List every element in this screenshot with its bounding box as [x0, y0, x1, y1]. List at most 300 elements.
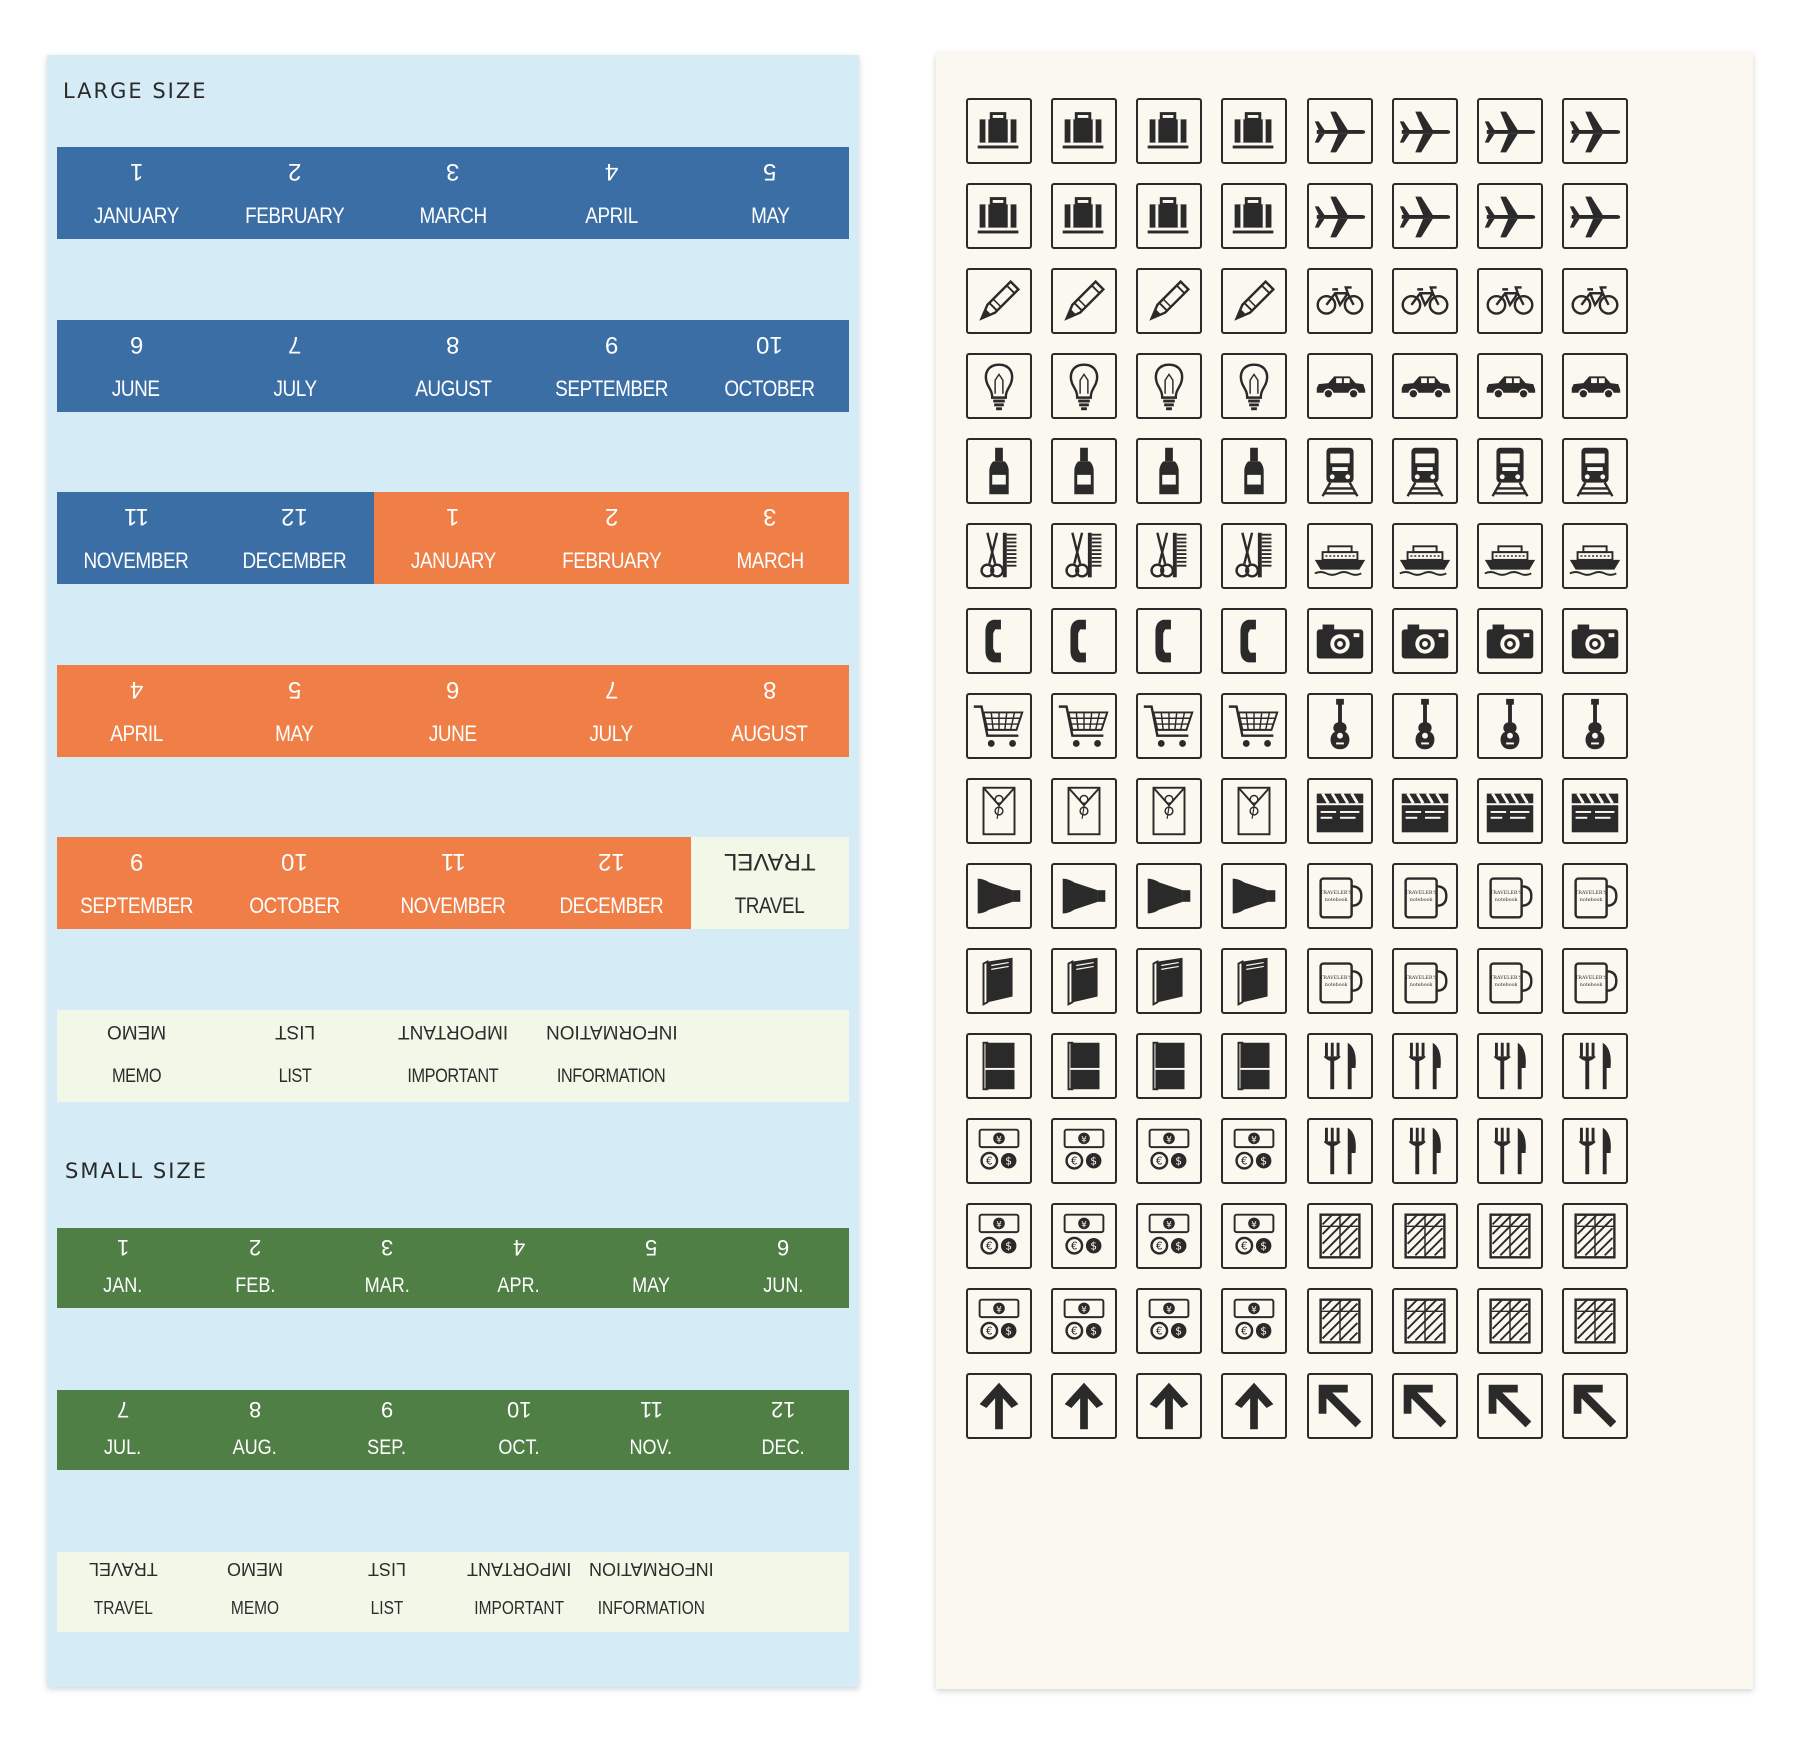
tab-label: SEPTEMBER	[79, 893, 193, 918]
small-tab	[189, 1390, 321, 1470]
svg-text:¥: ¥	[1251, 1220, 1257, 1231]
scissors-comb-icon	[966, 523, 1032, 589]
fork-knife-icon	[1477, 1118, 1543, 1184]
large-tab	[691, 837, 849, 929]
small-tab	[321, 1228, 453, 1308]
large-tab	[57, 1010, 215, 1102]
suitcase-icon	[1221, 98, 1287, 164]
arrow-up-icon	[1136, 1373, 1202, 1439]
small-tab	[717, 1552, 849, 1632]
tab-upside-down-label: 8	[248, 1397, 262, 1422]
tab-label: MAY	[750, 203, 789, 228]
currency-icon	[1221, 1288, 1287, 1354]
book-icon	[966, 948, 1032, 1014]
mug-icon	[1392, 948, 1458, 1014]
camera-icon	[1307, 608, 1373, 674]
small-tab	[585, 1228, 717, 1308]
mug-icon	[1307, 948, 1373, 1014]
large-tab	[374, 147, 532, 239]
svg-text:TRAVELER'S: TRAVELER'S	[1405, 976, 1438, 982]
large-tab	[374, 837, 532, 929]
tab-label: MARCH	[736, 548, 804, 573]
guitar-icon	[1562, 693, 1628, 759]
svg-text:$: $	[1175, 1239, 1183, 1253]
tab-label: FEBRUARY	[244, 203, 345, 228]
large-strip	[57, 837, 849, 929]
fork-knife-icon	[1477, 1033, 1543, 1099]
tab-upside-down-label: INFORMATION	[545, 1021, 678, 1042]
tab-label: MEMO	[230, 1598, 280, 1618]
train-icon	[1477, 438, 1543, 504]
svg-text:TRAVELER'S: TRAVELER'S	[1490, 891, 1523, 897]
gift-icon	[1477, 1203, 1543, 1269]
guitar-icon	[1477, 693, 1543, 759]
ship-icon	[1562, 523, 1628, 589]
large-tab	[374, 1010, 532, 1102]
book-icon	[1221, 948, 1287, 1014]
scissors-comb-icon	[1221, 523, 1287, 589]
tab-upside-down-label: TRAVEL	[88, 1559, 158, 1579]
svg-text:€: €	[1240, 1154, 1248, 1168]
mug-icon	[1307, 863, 1373, 929]
tab-upside-down-label: 6	[776, 1235, 790, 1260]
scissors-comb-icon	[1051, 523, 1117, 589]
tab-upside-down-label: 5	[644, 1235, 658, 1260]
train-icon	[1562, 438, 1628, 504]
gift-icon	[1307, 1288, 1373, 1354]
small-tab	[453, 1390, 585, 1470]
airplane-icon	[1307, 98, 1373, 164]
svg-text:¥: ¥	[1251, 1305, 1257, 1316]
lightbulb-icon	[1221, 353, 1287, 419]
tab-upside-down-label: 10	[281, 848, 308, 875]
tab-label: AUG.	[232, 1436, 278, 1459]
small-tab	[717, 1228, 849, 1308]
tab-upside-down-label: 7	[604, 676, 619, 703]
mug-icon	[1477, 948, 1543, 1014]
shopping-cart-icon	[1136, 693, 1202, 759]
large-strip	[57, 320, 849, 412]
currency-icon	[1221, 1203, 1287, 1269]
svg-text:€: €	[1070, 1324, 1078, 1338]
tab-upside-down-label: 7	[116, 1397, 130, 1422]
tab-upside-down-label: IMPORTANT	[466, 1559, 572, 1579]
large-tab	[532, 320, 690, 412]
svg-text:€: €	[1155, 1154, 1163, 1168]
currency-icon	[1136, 1203, 1202, 1269]
camera-icon	[1392, 608, 1458, 674]
tab-label: DECEMBER	[242, 548, 347, 573]
tab-label: IMPORTANT	[474, 1598, 564, 1618]
large-tab	[691, 665, 849, 757]
tab-upside-down-label: 9	[380, 1397, 394, 1422]
bicycle-icon	[1562, 268, 1628, 334]
svg-text:notebook: notebook	[1409, 897, 1433, 903]
tab-upside-down-label: 9	[604, 331, 619, 358]
currency-icon	[1136, 1288, 1202, 1354]
gift-icon	[1477, 1288, 1543, 1354]
large-tab	[57, 665, 215, 757]
large-strip	[57, 492, 849, 584]
airplane-icon	[1562, 183, 1628, 249]
svg-text:$: $	[1005, 1239, 1013, 1253]
svg-text:€: €	[985, 1239, 993, 1253]
tab-label: JANUARY	[410, 548, 496, 573]
large-tab	[374, 320, 532, 412]
small-tab	[189, 1552, 321, 1632]
bottle-icon	[1221, 438, 1287, 504]
tab-label: AUGUST	[731, 721, 808, 746]
suitcase-icon	[1136, 183, 1202, 249]
svg-text:$: $	[1175, 1324, 1183, 1338]
large-tab	[532, 147, 690, 239]
tab-upside-down-label: 4	[604, 158, 619, 185]
tab-label: JAN.	[103, 1274, 143, 1297]
telephone-icon	[1051, 608, 1117, 674]
tab-upside-down-label: 11	[639, 1397, 663, 1422]
tab-label: MARCH	[419, 203, 487, 228]
svg-text:TRAVELER'S: TRAVELER'S	[1405, 891, 1438, 897]
guitar-icon	[1392, 693, 1458, 759]
airplane-icon	[1307, 183, 1373, 249]
tab-upside-down-label: 12	[770, 1397, 796, 1422]
tab-upside-down-label: 4	[129, 676, 143, 703]
large-strip	[57, 665, 849, 757]
svg-text:¥: ¥	[996, 1220, 1002, 1231]
car-icon	[1477, 353, 1543, 419]
tab-upside-down-label: 5	[287, 676, 302, 703]
small-strip	[57, 1228, 849, 1308]
telephone-icon	[966, 608, 1032, 674]
tab-label: NOV.	[629, 1436, 673, 1459]
large-tab	[691, 1010, 849, 1102]
currency-icon	[966, 1118, 1032, 1184]
small-tab	[57, 1552, 189, 1632]
tab-label: JANUARY	[93, 203, 179, 228]
bottle-icon	[966, 438, 1032, 504]
svg-text:$: $	[1005, 1324, 1013, 1338]
svg-text:¥: ¥	[1166, 1220, 1172, 1231]
svg-text:TRAVELER'S: TRAVELER'S	[1320, 891, 1353, 897]
large-tab	[374, 665, 532, 757]
mug-icon	[1477, 863, 1543, 929]
tab-label: OCT.	[498, 1436, 540, 1459]
svg-text:$: $	[1090, 1324, 1098, 1338]
arrow-up-left-icon	[1392, 1373, 1458, 1439]
tab-label: MAR.	[364, 1274, 410, 1297]
tab-upside-down-label: 6	[129, 331, 143, 358]
tab-label: MEMO	[111, 1066, 161, 1087]
fork-knife-icon	[1562, 1033, 1628, 1099]
large-strip	[57, 147, 849, 239]
tab-upside-down-label: MEMO	[227, 1559, 283, 1579]
svg-text:$: $	[1090, 1239, 1098, 1253]
tab-label: SEPTEMBER	[554, 376, 668, 401]
small-strip	[57, 1390, 849, 1470]
tab-upside-down-label: 1	[129, 158, 143, 185]
ship-icon	[1307, 523, 1373, 589]
tab-upside-down-label: 3	[380, 1235, 394, 1260]
large-tab	[215, 492, 373, 584]
tab-label: JUL.	[104, 1436, 142, 1459]
clapperboard-icon	[1562, 778, 1628, 844]
svg-text:¥: ¥	[1166, 1135, 1172, 1146]
tab-upside-down-label: 9	[129, 848, 143, 875]
tab-upside-down-label: 12	[281, 503, 308, 530]
large-tab	[691, 147, 849, 239]
small-tab	[321, 1552, 453, 1632]
large-tab	[691, 320, 849, 412]
svg-text:notebook: notebook	[1494, 897, 1518, 903]
small-tab	[453, 1228, 585, 1308]
suitcase-icon	[966, 183, 1032, 249]
large-size-title: LARGE SIZE	[63, 79, 208, 103]
fork-knife-icon	[1562, 1118, 1628, 1184]
clapperboard-icon	[1477, 778, 1543, 844]
book-icon	[1136, 948, 1202, 1014]
tab-upside-down-label: 4	[512, 1235, 526, 1260]
ship-icon	[1477, 523, 1543, 589]
tab-label: APR.	[497, 1274, 541, 1297]
svg-text:€: €	[985, 1154, 993, 1168]
car-icon	[1562, 353, 1628, 419]
tab-label: TRAVEL	[735, 893, 805, 918]
gift-icon	[1307, 1203, 1373, 1269]
arrow-up-icon	[966, 1373, 1032, 1439]
svg-text:€: €	[1070, 1154, 1078, 1168]
svg-text:¥: ¥	[1251, 1135, 1257, 1146]
envelope-icon	[966, 778, 1032, 844]
camera-icon	[1562, 608, 1628, 674]
car-icon	[1392, 353, 1458, 419]
tab-upside-down-label: IMPORTANT	[397, 1021, 509, 1042]
tab-label: JUNE	[429, 721, 477, 746]
tab-label: NOVEMBER	[400, 893, 506, 918]
car-icon	[1307, 353, 1373, 419]
fork-knife-icon	[1392, 1118, 1458, 1184]
svg-text:notebook: notebook	[1494, 982, 1518, 988]
airplane-icon	[1477, 183, 1543, 249]
tab-upside-down-label: 11	[123, 503, 149, 530]
shopping-cart-icon	[1051, 693, 1117, 759]
bicycle-icon	[1392, 268, 1458, 334]
svg-text:notebook: notebook	[1324, 897, 1348, 903]
small-tab	[585, 1390, 717, 1470]
large-tab	[691, 492, 849, 584]
large-tab	[215, 665, 373, 757]
large-tab	[215, 147, 373, 239]
door-icon	[1136, 1033, 1202, 1099]
small-size-title: SMALL SIZE	[65, 1159, 209, 1183]
door-icon	[966, 1033, 1032, 1099]
large-strip	[57, 1010, 849, 1102]
currency-icon	[1136, 1118, 1202, 1184]
mug-icon	[1562, 863, 1628, 929]
train-icon	[1307, 438, 1373, 504]
currency-icon	[1051, 1118, 1117, 1184]
tab-label: FEBRUARY	[561, 548, 662, 573]
tab-label: IMPORTANT	[407, 1066, 499, 1087]
tab-label: SEP.	[367, 1436, 407, 1459]
arrow-up-icon	[1051, 1373, 1117, 1439]
gift-icon	[1562, 1288, 1628, 1354]
suitcase-icon	[1051, 183, 1117, 249]
currency-icon	[1051, 1288, 1117, 1354]
airplane-icon	[1477, 98, 1543, 164]
svg-text:$: $	[1260, 1239, 1268, 1253]
tab-upside-down-label: 1	[446, 503, 460, 530]
svg-text:$: $	[1175, 1154, 1183, 1168]
tab-upside-down-label: 3	[763, 503, 777, 530]
suitcase-icon	[1221, 183, 1287, 249]
large-tab	[57, 147, 215, 239]
svg-text:notebook: notebook	[1324, 982, 1348, 988]
tab-upside-down-label: 8	[446, 331, 460, 358]
bicycle-icon	[1477, 268, 1543, 334]
mug-icon	[1392, 863, 1458, 929]
small-tab	[585, 1552, 717, 1632]
svg-text:TRAVELER'S: TRAVELER'S	[1490, 976, 1523, 982]
bottle-icon	[1136, 438, 1202, 504]
small-strip	[57, 1552, 849, 1632]
fork-knife-icon	[1307, 1033, 1373, 1099]
svg-text:notebook: notebook	[1579, 982, 1603, 988]
gift-icon	[1392, 1288, 1458, 1354]
large-tab	[532, 837, 690, 929]
tab-label: APRIL	[585, 203, 638, 228]
svg-text:€: €	[1155, 1239, 1163, 1253]
small-tab	[189, 1228, 321, 1308]
currency-icon	[1051, 1203, 1117, 1269]
small-tab	[321, 1390, 453, 1470]
large-tab	[57, 837, 215, 929]
tab-upside-down-label: 2	[604, 503, 619, 530]
svg-text:¥: ¥	[1081, 1135, 1087, 1146]
svg-text:¥: ¥	[1166, 1305, 1172, 1316]
svg-text:TRAVELER'S: TRAVELER'S	[1575, 891, 1608, 897]
fork-knife-icon	[1392, 1033, 1458, 1099]
airplane-icon	[1392, 183, 1458, 249]
suitcase-icon	[1051, 98, 1117, 164]
tab-upside-down-label: 7	[287, 331, 302, 358]
tab-upside-down-label: INFORMATION	[588, 1559, 714, 1579]
clapperboard-icon	[1392, 778, 1458, 844]
shopping-cart-icon	[966, 693, 1032, 759]
bicycle-icon	[1307, 268, 1373, 334]
arrow-up-left-icon	[1562, 1373, 1628, 1439]
arrow-up-icon	[1221, 1373, 1287, 1439]
tab-label: LIST	[370, 1598, 404, 1618]
tab-sticker-sheet	[47, 55, 859, 1687]
pencil-icon	[1051, 268, 1117, 334]
megaphone-icon	[966, 863, 1032, 929]
tab-upside-down-label: 12	[598, 848, 625, 875]
airplane-icon	[1562, 98, 1628, 164]
shopping-cart-icon	[1221, 693, 1287, 759]
suitcase-icon	[966, 98, 1032, 164]
ship-icon	[1392, 523, 1458, 589]
large-tab	[57, 492, 215, 584]
camera-icon	[1477, 608, 1543, 674]
megaphone-icon	[1221, 863, 1287, 929]
bottle-icon	[1051, 438, 1117, 504]
tab-label: AUGUST	[414, 376, 492, 401]
svg-text:€: €	[1240, 1324, 1248, 1338]
fork-knife-icon	[1307, 1118, 1373, 1184]
tab-upside-down-label: 2	[287, 158, 302, 185]
currency-icon	[1221, 1118, 1287, 1184]
envelope-icon	[1051, 778, 1117, 844]
small-tab	[453, 1552, 585, 1632]
tab-upside-down-label: 5	[763, 158, 777, 185]
lightbulb-icon	[966, 353, 1032, 419]
large-tab	[532, 665, 690, 757]
svg-text:TRAVELER'S: TRAVELER'S	[1320, 976, 1353, 982]
icon-sticker-sheet	[936, 53, 1753, 1689]
tab-label: JULY	[589, 721, 633, 746]
tab-upside-down-label: LIST	[367, 1559, 406, 1579]
svg-text:€: €	[985, 1324, 993, 1338]
svg-text:$: $	[1260, 1154, 1268, 1168]
small-tab	[57, 1390, 189, 1470]
currency-icon	[966, 1288, 1032, 1354]
svg-text:€: €	[1070, 1239, 1078, 1253]
tab-upside-down-label: 6	[446, 676, 460, 703]
tab-label: JUNE	[112, 376, 161, 401]
guitar-icon	[1307, 693, 1373, 759]
tab-label: JULY	[273, 376, 317, 401]
pencil-icon	[1136, 268, 1202, 334]
tab-upside-down-label: 3	[446, 158, 460, 185]
pencil-icon	[966, 268, 1032, 334]
svg-text:notebook: notebook	[1409, 982, 1433, 988]
svg-text:¥: ¥	[996, 1135, 1002, 1146]
svg-text:¥: ¥	[1081, 1220, 1087, 1231]
svg-text:notebook: notebook	[1579, 897, 1603, 903]
svg-text:$: $	[1260, 1324, 1268, 1338]
megaphone-icon	[1051, 863, 1117, 929]
tab-upside-down-label: 8	[763, 676, 777, 703]
large-tab	[215, 320, 373, 412]
tab-upside-down-label: 10	[756, 331, 784, 358]
gift-icon	[1562, 1203, 1628, 1269]
arrow-up-left-icon	[1477, 1373, 1543, 1439]
pencil-icon	[1221, 268, 1287, 334]
tab-label: TRAVEL	[93, 1598, 153, 1618]
small-tab	[717, 1390, 849, 1470]
tab-label: LIST	[278, 1066, 312, 1087]
small-tab	[57, 1228, 189, 1308]
tab-label: MAY	[275, 721, 314, 746]
tab-label: INFORMATION	[557, 1066, 666, 1087]
lightbulb-icon	[1136, 353, 1202, 419]
svg-text:$: $	[1005, 1154, 1013, 1168]
tab-label: DEC.	[761, 1436, 805, 1459]
envelope-icon	[1136, 778, 1202, 844]
lightbulb-icon	[1051, 353, 1117, 419]
arrow-up-left-icon	[1307, 1373, 1373, 1439]
tab-label: JUN.	[762, 1274, 804, 1297]
large-tab	[532, 492, 690, 584]
large-tab	[57, 320, 215, 412]
tab-label: NOVEMBER	[83, 548, 189, 573]
tab-upside-down-label: MEMO	[106, 1021, 166, 1042]
large-tab	[215, 1010, 373, 1102]
door-icon	[1221, 1033, 1287, 1099]
svg-text:TRAVELER'S: TRAVELER'S	[1575, 976, 1608, 982]
currency-icon	[966, 1203, 1032, 1269]
megaphone-icon	[1136, 863, 1202, 929]
